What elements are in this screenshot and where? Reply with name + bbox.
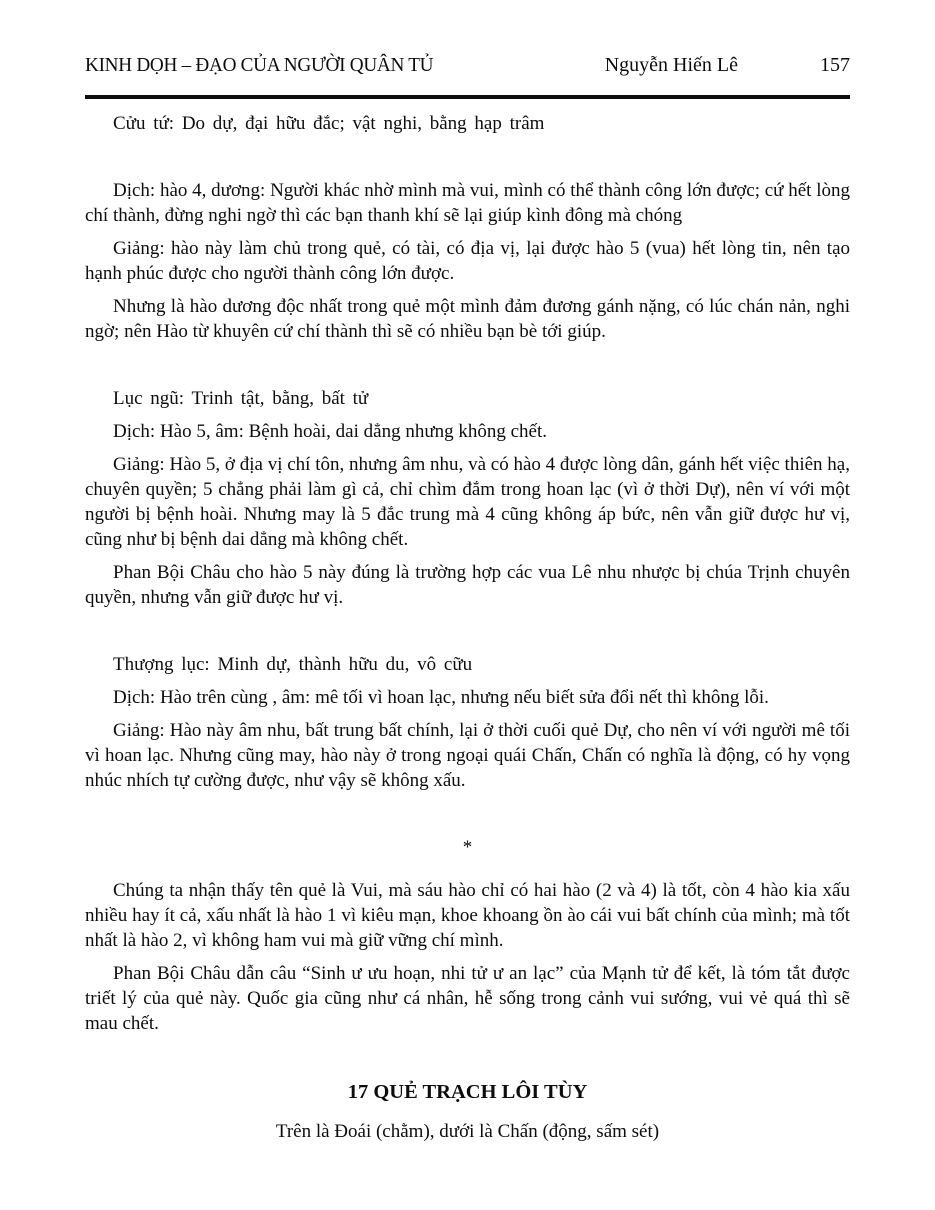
header-rule [85,95,850,99]
chapter-heading: 17 QUẺ TRẠCH LÔI TÙY [347,1081,588,1103]
page-content [85,103,850,1152]
hao-line-thuong-luc: Thượng lục: Minh dự, thành hữu du, vô cữu [113,654,473,675]
paragraph: Dịch: hào 4, dương: Người khác nhờ mình mà vui, mình có thể thành công lớn được; cứ hết lòng chí thành, đừng nghi ngờ thì các bạn thanh khí sẽ lại giúp kình đông mà chóng [85,180,850,226]
paragraph: Phan Bội Châu dẫn câu “Sinh ư ưu hoạn, nhi tử ư an lạc” của Mạnh tử để kết, là tóm tắt được triết lý của quẻ này. Quốc gia cũng như cá nhân, hễ sống trong cảnh vui sướng, vui vẻ quá thì sẽ mau chết. [85,963,850,1034]
chapter-subtitle: Trên là Đoái (chằm), dưới là Chấn (động, sấm sét) [275,1121,660,1142]
paragraph: Dịch: Hào 5, âm: Bệnh hoài, dai dẳng nhưng không chết. [113,421,548,442]
paragraph: Giảng: Hào này âm nhu, bất trung bất chính, lại ở thời cuối quẻ Dự, cho nên ví với người mê tối vì hoan lạc. Nhưng cũng may, hào này ở trong ngoại quái Chấn, Chấn có nghĩa là động, có hy vọng nhúc nhích tự cường được, như vậy sẽ không xấu. [85,720,850,791]
book-title: KINH DỌH – ĐẠO CỦA NGƯỜI QUÂN TỦ [85,54,434,76]
hao-line-luc-ngu: Lục ngũ: Trinh tật, bằng, bất tử [113,388,369,409]
paragraph: Nhưng là hào dương độc nhất trong quẻ một mình đảm đương gánh nặng, có lúc chán nản, nghi ngờ; nên Hào từ khuyên cứ chí thành thì sẽ có nhiều bạn bè tới giúp. [85,296,850,342]
paragraph: Giảng: hào này làm chủ trong quẻ, có tài, có địa vị, lại được hào 5 (vua) hết lòng tin, nên tạo hạnh phúc được cho người thành công lớn được. [85,238,850,284]
hao-line-cuu-tu: Cửu tứ: Do dự, đại hữu đắc; vật nghi, bằng hạp trâm [113,113,545,134]
page-number: 157 [820,54,850,76]
author-name: Nguyễn Hiến Lê [604,54,738,76]
paragraph: Dịch: Hào trên cùng , âm: mê tối vì hoan lạc, nhưng nếu biết sửa đổi nết thì không lỗi. [113,687,769,708]
paragraph: Phan Bội Châu cho hào 5 này đúng là trường hợp các vua Lê nhu nhược bị chúa Trịnh chuyên quyền, nhưng vẫn giữ được hư vị. [85,562,850,608]
paragraph: Chúng ta nhận thấy tên quẻ là Vui, mà sáu hào chỉ có hai hào (2 và 4) là tốt, còn 4 hào kia xấu nhiều hay ít cả, xấu nhất là hào 1 vì kiêu mạn, khoe khoang ồn ào cái vui bất chính của mình; mà tốt nhất là hào 2, vì không ham vui mà giữ vững chí mình. [85,880,850,951]
paragraph: Giảng: Hào 5, ở địa vị chí tôn, nhưng âm nhu, và có hào 4 được lòng dân, gánh hết việc thiên hạ, chuyên quyền; 5 chẳng phải làm gì cả, chỉ chìm đắm trong hoan lạc (vì ở thời Dự), nên ví với một người bị bệnh hoài. Nhưng may là 5 đắc trung mà 4 cũng không áp bức, nên vẫn giữ được hư vị, cũng như bị bệnh dai dẳng mà không chết. [85,454,850,550]
running-header [85,52,850,78]
separator-asterisk: * [462,837,473,858]
